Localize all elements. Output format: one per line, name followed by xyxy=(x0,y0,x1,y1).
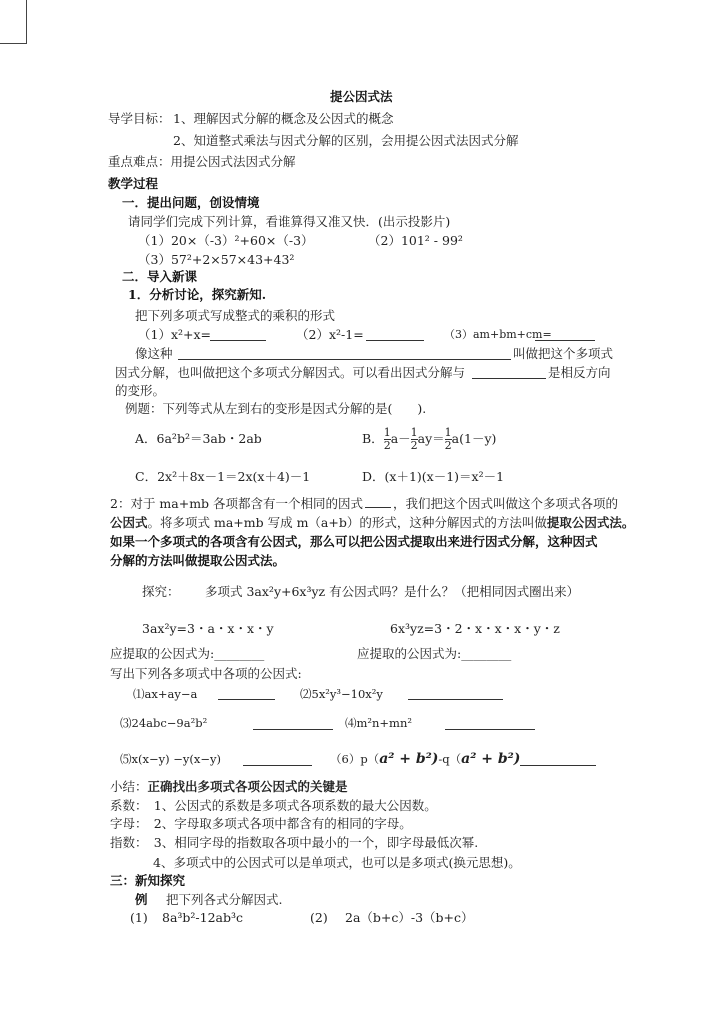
process-heading: 教学过程 xyxy=(108,176,159,191)
expansion-2: 6x³yz=3・2・x・x・x・y・z xyxy=(390,621,560,636)
page-title: 提公因式法 xyxy=(330,89,393,104)
summary-label: 小结： xyxy=(110,779,148,794)
paragraph-2-bold: 分解的方法叫做提取公因式法。 xyxy=(110,553,286,568)
paragraph-text: 。将多项式 ma+mb 写成 m（a+b）的形式，这种分解因式的方法叫做 xyxy=(147,515,547,530)
exercise-2: ⑵5x²y³−10x²y xyxy=(300,687,383,701)
section-1-intro: 请同学们完成下列计算，看谁算得又准又快．(出示投影片) xyxy=(128,214,451,229)
calc-q1: （1）20×（-3）²+60×（-3） xyxy=(138,233,314,248)
term-bold: 提取公因式法。 xyxy=(546,515,635,530)
explore-question: 多项式 3ax²y+6x³yz 有公因式吗？是什么？（把相同因式圈出来） xyxy=(205,584,580,599)
factor-q2: 2a（b+c）-3（b+c） xyxy=(345,910,474,925)
product-q2: （2）x²-1= xyxy=(296,327,364,342)
option-a: A．6a²b²＝3ab・2ab xyxy=(135,431,262,446)
term-bold: 公因式 xyxy=(110,515,148,530)
exercise-6-text: -q（ xyxy=(438,752,462,766)
fraction: $\frac{1}{2}$ xyxy=(410,426,418,452)
option-b xyxy=(362,424,496,454)
example-question: 例题：下列等式从左到右的变形是因式分解的是( ). xyxy=(125,401,427,416)
section-2-sub: 1．分析讨论，探究新知. xyxy=(128,287,267,302)
goal-1: 1、理解因式分解的概念及公因式的概念 xyxy=(173,111,394,126)
key-points: 重点难点：用提公因式法因式分解 xyxy=(108,154,296,169)
calc-q2: （2）101² - 99² xyxy=(368,233,463,248)
section-2-intro: 把下列多项式写成整式的乘积的形式 xyxy=(135,308,336,323)
explore-label: 探究： xyxy=(142,584,180,599)
paragraph-text: 2：对于 ma+mb 各项都含有一个相同的因式 xyxy=(110,496,364,511)
factor-q1-number: (1) xyxy=(130,910,148,925)
factor-q2-number: (2) xyxy=(310,910,328,925)
option-b-part: a(1－y) xyxy=(451,431,497,446)
definition-text: 叫做把这个多项式 xyxy=(513,346,614,361)
rule-2: 字母： 2、字母取多项式各项中都含有的相同的字母。 xyxy=(110,816,412,831)
paragraph-text: ，我们把这个因式叫做这个多项式各项的 xyxy=(393,496,619,511)
definition-text: 是相反方向 xyxy=(548,365,611,380)
section-2-heading: 二．导入新课 xyxy=(122,269,198,284)
summary-bold: 正确找出多项式各项公因式的关键是 xyxy=(147,779,348,794)
exercise-6-expr: a² + b²) xyxy=(461,751,521,767)
rule-1: 系数： 1、公因式的系数是多项式各项系数的最大公因数。 xyxy=(110,798,437,813)
fraction: $\frac{1}{2}$ xyxy=(383,426,391,452)
definition-text: 的变形。 xyxy=(115,383,166,398)
extract-1: 应提取的公因式为:________ xyxy=(110,646,265,661)
section-1-heading: 一．提出问题，创设情境 xyxy=(122,195,260,210)
example-text: 把下列各式分解因式. xyxy=(166,892,283,907)
exercise-6-expr: a² + b²) xyxy=(379,751,439,767)
option-c: C．2x²＋8x－1＝2x(x＋4)－1 xyxy=(135,469,311,484)
paragraph-2-bold: 如果一个多项式的各项含有公因式，那么可以把公因式提取出来进行因式分解，这种因式 xyxy=(110,534,598,549)
product-q1: （1）x²+x= xyxy=(138,327,212,342)
example-label: 例 xyxy=(135,892,148,907)
answer-blank[interactable] xyxy=(520,765,596,766)
answer-blank[interactable] xyxy=(243,765,312,766)
answer-blank[interactable] xyxy=(535,340,595,341)
option-b-part: ay＝ xyxy=(417,431,445,446)
write-intro: 写出下列各多项式中各项的公因式: xyxy=(110,666,302,681)
answer-blank[interactable] xyxy=(178,359,511,360)
exercise-1: ⑴ax+ay−a xyxy=(133,687,198,701)
factor-q1: 8a³b²-12ab³c xyxy=(162,910,244,925)
answer-blank[interactable] xyxy=(365,495,391,508)
answer-blank[interactable] xyxy=(366,340,424,341)
paragraph-2 xyxy=(110,515,634,531)
expansion-1: 3ax²y=3・a・x・x・y xyxy=(142,621,274,636)
exercise-6-text: （6）p（ xyxy=(330,752,380,766)
answer-blank[interactable] xyxy=(210,340,266,341)
definition-text: 因式分解，也叫做把这个多项式分解因式。可以看出因式分解与 xyxy=(115,365,466,380)
section-3-heading: 三：新知探究 xyxy=(110,873,186,888)
product-q3: （3）am+bm+cm= xyxy=(444,328,552,341)
exercise-5: ⑸x(x−y) −y(x−y) xyxy=(120,752,221,766)
answer-blank[interactable] xyxy=(408,699,503,700)
exercise-6 xyxy=(330,751,520,767)
goal-2: 2、知道整式乘法与因式分解的区别，会用提公因式法因式分解 xyxy=(173,133,519,148)
rule-4: 4、多项式中的公因式可以是单项式，也可以是多项式(换元思想)。 xyxy=(153,855,521,870)
fraction: $\frac{1}{2}$ xyxy=(444,426,452,452)
paragraph-2 xyxy=(110,495,618,512)
rule-3: 指数： 3、相同字母的指数取各项中最小的一个，即字母最低次幂. xyxy=(110,835,479,850)
answer-blank[interactable] xyxy=(445,729,535,730)
summary xyxy=(110,779,348,795)
option-b-part: a－ xyxy=(390,431,411,446)
answer-blank[interactable] xyxy=(253,729,333,730)
option-d: D．(x＋1)(x－1)＝x²－1 xyxy=(362,469,505,484)
option-b-label: B． xyxy=(362,431,384,446)
exercise-4: ⑷m²n+mn² xyxy=(345,716,412,730)
calc-q3: （3）57²+2×57×43+43² xyxy=(138,252,295,267)
crop-mark xyxy=(26,0,27,44)
answer-blank[interactable] xyxy=(472,378,546,379)
answer-blank[interactable] xyxy=(218,699,275,700)
crop-mark xyxy=(0,43,27,44)
goals-label: 导学目标： xyxy=(108,111,171,126)
definition-text: 像这种 xyxy=(135,346,173,361)
exercise-3: ⑶24abc−9a²b² xyxy=(120,716,208,730)
extract-2: 应提取的公因式为:________ xyxy=(357,646,512,661)
